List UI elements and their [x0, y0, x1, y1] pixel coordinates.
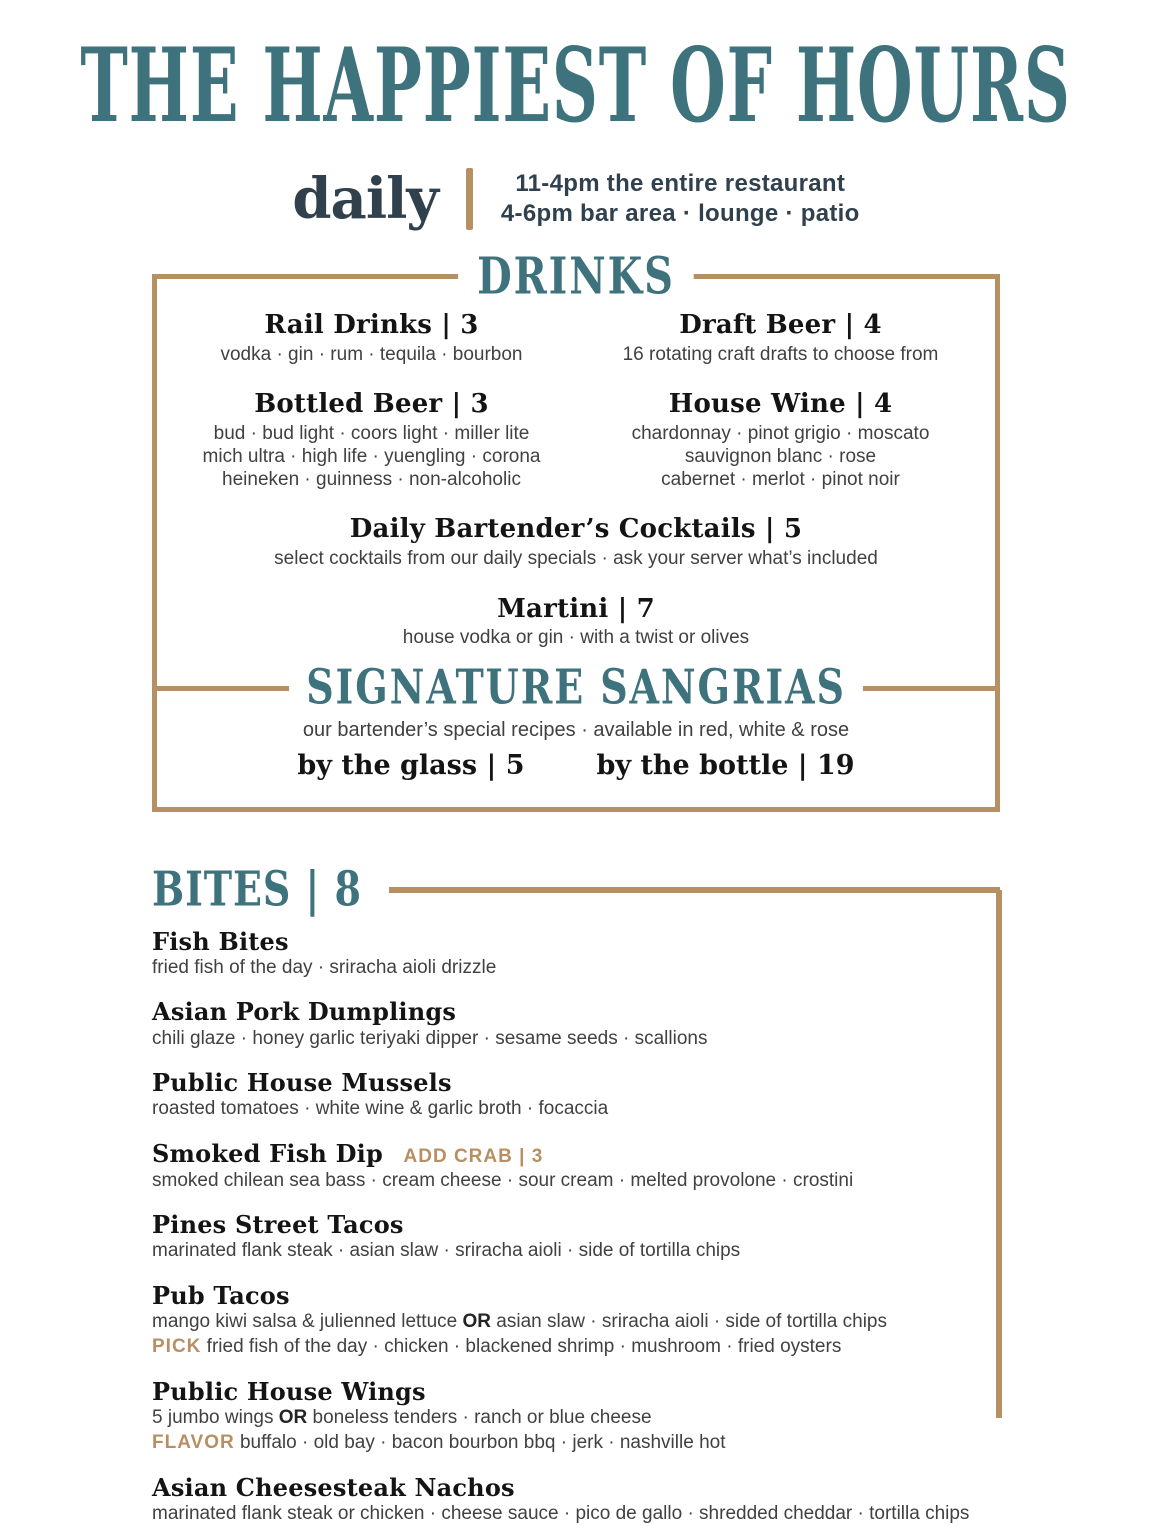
menu-item-asian-cheesesteak-nachos [152, 1472, 1000, 1526]
sangrias-prices [167, 750, 985, 781]
item-name: Pines Street Tacos [152, 1209, 404, 1239]
menu-item-fish-bites [152, 926, 1000, 981]
item-name: Public House Wings [152, 1376, 426, 1406]
item-desc: sauvignon blanc · rose [684, 446, 877, 468]
menu-item-pub-tacos [152, 1280, 1000, 1360]
item-name: Draft Beer | 4 [679, 310, 882, 340]
item-desc-flavor-line [152, 1431, 980, 1455]
bites-section-title: BITES | 8 [152, 860, 362, 918]
item-name: Pub Tacos [152, 1280, 290, 1310]
desc-or-label: OR [462, 1311, 492, 1332]
item-desc: fried fish of the day · sriracha aioli drizzle [152, 956, 497, 978]
schedule-divider-bar [466, 168, 473, 230]
item-desc: chili glaze · honey garlic teriyaki dipper · sesame seeds · scallions [152, 1027, 708, 1049]
item-desc: marinated flank steak or chicken · cheese sauce · pico de gallo · shredded cheddar · tortilla chips [152, 1503, 970, 1525]
item-desc: house vodka or gin · with a twist or olives [402, 627, 750, 649]
drinks-section [152, 246, 1000, 812]
menu-item-asian-pork-dumplings [152, 999, 1000, 1051]
item-desc: mich ultra · high life · yuengling · corona [202, 446, 541, 468]
schedule-line-2: 4-6pm bar area · lounge · patio [500, 200, 860, 227]
flavor-label: FLAVOR [152, 1432, 235, 1454]
item-desc [152, 1310, 980, 1334]
item-desc-pick-line [152, 1335, 980, 1359]
item-desc: 16 rotating craft drafts to choose from [622, 343, 939, 365]
item-desc: vodka · gin · rum · tequila · bourbon [220, 343, 523, 365]
page-title [80, 25, 1072, 160]
sangrias-section-title: SIGNATURE SANGRIAS [289, 664, 863, 712]
drinks-grid [167, 311, 985, 491]
addon-label: ADD CRAB | 3 [403, 1145, 544, 1167]
sangrias-glass-price: by the glass | 5 [297, 749, 525, 781]
item-desc: smoked chilean sea bass · cream cheese · sour cream · melted provolone · crostini [152, 1169, 854, 1191]
desc-segment: buffalo · old bay · bacon bourbon bbq · jerk · nashville hot [234, 1432, 726, 1454]
menu-item-public-house-wings [152, 1376, 1000, 1456]
bites-horizontal-rule [389, 887, 1000, 893]
item-name: Fish Bites [152, 926, 289, 956]
item-name: Rail Drinks | 3 [264, 310, 479, 340]
sangrias-divider-line [152, 659, 1000, 716]
menu-item-smoked-fish-dip [152, 1138, 1000, 1193]
bites-section [152, 860, 1000, 1526]
sangrias-desc: our bartender’s special recipes · available in red, white & rose [302, 718, 850, 741]
schedule-hours [501, 169, 860, 229]
pick-label: PICK [152, 1336, 202, 1358]
item-name: Asian Pork Dumplings [152, 997, 457, 1027]
item-name: Public House Mussels [152, 1068, 452, 1097]
bites-vertical-rule [996, 890, 1002, 1418]
schedule-daily-label: daily [292, 166, 438, 232]
item-desc: roasted tomatoes · white wine & garlic broth · focaccia [152, 1098, 609, 1120]
item-desc: chardonnay · pinot grigio · moscato [631, 422, 930, 444]
menu-item-house-wine [576, 390, 985, 491]
item-name: Daily Bartender’s Cocktails | 5 [349, 514, 803, 545]
menu-item-pines-street-tacos [152, 1209, 1000, 1264]
desc-segment: mango kiwi salsa & julienned lettuce [152, 1311, 463, 1332]
item-desc: heineken · guinness · non-alcoholic [222, 469, 521, 491]
menu-item-bartenders-cocktails [167, 515, 985, 570]
happy-hour-menu [0, 25, 1152, 1526]
desc-segment: 5 jumbo wings [152, 1407, 279, 1429]
desc-segment: asian slaw · sriracha aioli · side of tortilla chips [491, 1311, 888, 1332]
menu-item-martini [167, 595, 985, 650]
menu-item-public-house-mussels [152, 1070, 1000, 1122]
bites-header [152, 860, 1000, 918]
item-desc: marinated flank steak · asian slaw · sriracha aioli · side of tortilla chips [152, 1240, 741, 1262]
schedule-line-1: 11-4pm the entire restaurant [515, 170, 846, 197]
menu-item-draft-beer [576, 311, 985, 366]
item-name [152, 1138, 980, 1168]
item-name: House Wine | 4 [668, 389, 893, 420]
item-name-text: Smoked Fish Dip [152, 1138, 383, 1168]
item-name: Martini | 7 [497, 593, 655, 624]
menu-item-bottled-beer [167, 390, 576, 491]
item-name: Bottled Beer | 3 [254, 389, 489, 420]
schedule [152, 168, 1000, 230]
sangrias-bottle-price: by the bottle | 19 [596, 749, 855, 781]
item-desc: cabernet · merlot · pinot noir [661, 469, 900, 491]
item-desc [152, 1406, 980, 1430]
item-name: Asian Cheesesteak Nachos [152, 1472, 515, 1502]
desc-or-label: OR [278, 1407, 308, 1429]
item-desc: bud · bud light · coors light · miller lite [213, 422, 530, 444]
menu-item-rail-drinks [167, 311, 576, 366]
drinks-section-title: DRINKS [458, 251, 694, 301]
desc-segment: fried fish of the day · chicken · blackened shrimp · mushroom · fried oysters [201, 1336, 842, 1358]
item-desc: select cocktails from our daily specials · ask your server what’s included [274, 548, 878, 570]
page-title-text: THE HAPPIEST OF HOURS [80, 25, 1072, 146]
desc-segment: boneless tenders · ranch or blue cheese [307, 1407, 652, 1429]
